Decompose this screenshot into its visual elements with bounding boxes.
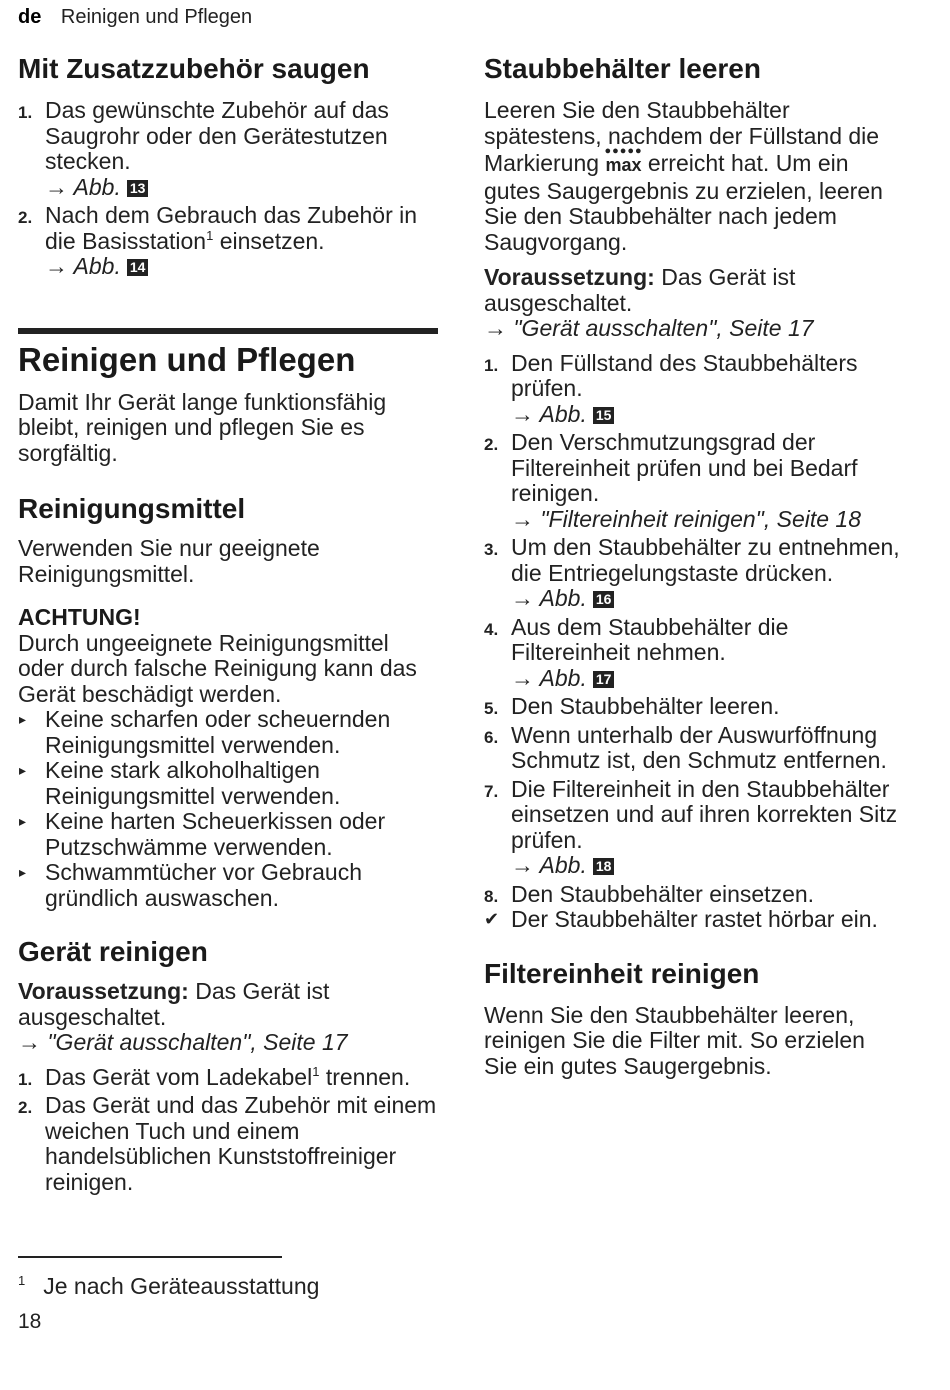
warning-title: ACHTUNG! — [18, 604, 141, 630]
footnote-marker: 1 — [312, 1063, 320, 1079]
figure-reference: → Abb. — [45, 173, 121, 200]
arrow-icon: → — [511, 505, 534, 532]
step-number: 8. — [484, 886, 499, 906]
step-number: 6. — [484, 727, 499, 747]
figure-number-badge: 16 — [593, 591, 615, 608]
arrow-icon: → — [45, 173, 68, 200]
step-number: 1. — [484, 355, 499, 375]
warning-text: Durch ungeeignete Reinigungsmittel oder durch falsche Reinigung kann das Gerät beschädigt werden. — [18, 629, 417, 707]
accessory-heading: Mit Zusatzzubehör saugen — [18, 53, 370, 84]
accessory-steps — [18, 98, 438, 280]
figure-reference: → Abb. — [511, 852, 587, 878]
list-item — [484, 430, 904, 532]
list-item — [484, 777, 904, 879]
step-text: Wenn unterhalb der Auswurföffnung Schmutz ist, den Schmutz entfernen. — [511, 721, 887, 773]
dust-prerequisite: Voraussetzung: Das Gerät ist ausgeschaltet. — [484, 264, 796, 316]
arrow-icon: → — [45, 253, 68, 279]
list-item — [484, 535, 904, 612]
max-marking-icon: ●●●●● max — [604, 145, 643, 175]
right-column — [484, 52, 904, 1079]
footnote-text: Je nach Geräteausstattung — [43, 1273, 320, 1299]
bullet-icon: ▸ — [19, 762, 27, 778]
page-reference: → "Gerät ausschalten", Seite 17 — [18, 1029, 348, 1055]
step-number: 5. — [484, 699, 499, 718]
step-number: 1. — [18, 103, 33, 122]
header-section-title: Reinigen und Pflegen — [60, 6, 253, 28]
result-text: Der Staubbehälter rastet hörbar ein. — [511, 906, 878, 932]
arrow-icon: → — [484, 315, 507, 341]
figure-number-badge: 15 — [593, 407, 615, 424]
page-reference: → "Filtereinheit reinigen", Seite 18 — [511, 505, 862, 532]
filter-heading: Filtereinheit reinigen — [484, 957, 760, 989]
warning-bullets — [18, 707, 438, 911]
footnote-divider — [18, 1256, 282, 1258]
step-text: Aus dem Staubbehälter die Filtereinheit nehmen. — [511, 613, 789, 665]
figure-number-badge: 18 — [593, 858, 615, 875]
figure-reference: → Abb. — [45, 253, 121, 279]
list-item — [18, 98, 438, 200]
bullet-icon: ▸ — [19, 864, 27, 880]
step-number: 2. — [484, 435, 499, 454]
dust-intro: Leeren Sie den Staubbehälter spätestens, nachdem der Füllstand die Markierung ●●●●● max erreicht hat. Um ein gutes Saugergebnis zu erzielen, leeren Sie den Staubbehälter nach jedem Saugvorgang. — [484, 97, 883, 255]
arrow-icon: → — [511, 400, 534, 427]
step-text: Das Gerät vom Ladekabel — [45, 1063, 313, 1090]
device-cleaning-heading: Gerät reinigen — [18, 936, 208, 967]
step-text: Den Verschmutzungsgrad der Filtereinheit prüfen und bei Bedarf reinigen. — [511, 429, 858, 506]
main-intro: Damit Ihr Gerät lange funktionsfähig bleibt, reinigen und pflegen Sie es sorgfältig. — [18, 388, 387, 466]
figure-reference: → Abb. — [511, 400, 587, 427]
agents-heading: Reinigungsmittel — [18, 493, 246, 524]
dust-steps — [484, 351, 904, 933]
footnote-marker: 1 — [206, 227, 214, 243]
list-item: 2. Nach dem Gebrauch das Zubehör in die Basisstation$^1$ einsetzen. → Abb. 14 — [18, 202, 418, 279]
list-item — [484, 882, 904, 908]
device-prerequisite: Voraussetzung: Das Gerät ist ausgeschaltet. — [18, 978, 330, 1030]
step-text: Das Gerät und das Zubehör mit einem weichen Tuch und einem handelsüblichen Kunststoffreiniger reinigen. — [45, 1092, 437, 1195]
page-header — [18, 5, 252, 29]
arrow-icon: → — [18, 1029, 41, 1055]
step-number: 7. — [484, 781, 499, 801]
step-number: 3. — [484, 540, 499, 559]
arrow-icon: → — [511, 585, 534, 611]
figure-number-badge: 13 — [127, 180, 149, 197]
list-item — [18, 1093, 438, 1195]
step-text: Nach dem Gebrauch das Zubehör in die Basisstation — [45, 202, 418, 254]
figure-reference: → Abb. — [511, 585, 587, 611]
step-number: 2. — [18, 208, 33, 227]
step-text: Die Filtereinheit in den Staubbehälter einsetzen und auf ihren korrekten Sitz prüfen. — [511, 775, 898, 853]
list-item: ▸ Keine harten Scheuerkissen oder Putzschwämme verwenden. — [19, 808, 386, 860]
step-number: 1. — [18, 1069, 33, 1089]
step-text: Um den Staubbehälter zu entnehmen, die Entriegelungstaste drücken. — [511, 534, 900, 586]
list-item: 1. Das Gerät vom Ladekabel$^1$ trennen. — [18, 1065, 438, 1091]
list-item — [484, 351, 904, 428]
figure-number-badge: 14 — [127, 259, 149, 276]
bullet-icon: ▸ — [19, 711, 27, 727]
step-text: Den Staubbehälter einsetzen. — [511, 880, 815, 907]
list-item — [484, 615, 904, 692]
step-text: Das gewünschte Zubehör auf das Saugrohr oder den Gerätestutzen stecken. — [45, 97, 389, 174]
page-reference: → "Gerät ausschalten", Seite 17 — [484, 315, 814, 341]
list-item — [484, 723, 904, 774]
list-item: ▸ Keine stark alkoholhaltigen Reinigungsmittel verwenden. — [19, 757, 341, 809]
page-number: 18 — [18, 1310, 42, 1333]
arrow-icon: → — [511, 664, 534, 691]
device-steps — [18, 1065, 438, 1196]
bullet-icon: ▸ — [19, 813, 27, 829]
result-item — [484, 907, 904, 933]
list-item — [484, 694, 904, 720]
dust-container-heading: Staubbehälter leeren — [484, 53, 761, 84]
step-number: 2. — [18, 1098, 33, 1117]
list-item: ▸ Keine scharfen oder scheuernden Reinigungsmittel verwenden. — [19, 706, 391, 758]
list-item: ▸ Schwammtücher vor Gebrauch gründlich auswaschen. — [19, 859, 363, 911]
check-icon: ✔ — [484, 909, 500, 929]
figure-number-badge: 17 — [593, 671, 615, 688]
section-divider — [18, 328, 438, 334]
left-column — [18, 52, 438, 1195]
step-text: Den Füllstand des Staubbehälters prüfen. — [511, 349, 858, 401]
arrow-icon: → — [511, 852, 534, 878]
main-section-title: Reinigen und Pflegen — [18, 340, 356, 378]
language-code: de — [18, 6, 42, 28]
step-number: 4. — [484, 619, 499, 639]
figure-reference: → Abb. — [511, 664, 587, 691]
agents-text: Verwenden Sie nur geeignete Reinigungsmittel. — [18, 535, 320, 587]
footnote — [18, 1268, 518, 1299]
step-text: Den Staubbehälter leeren. — [511, 693, 780, 719]
footnote-mark: 1 — [18, 1273, 26, 1288]
filter-text: Wenn Sie den Staubbehälter leeren, reinigen Sie die Filter mit. So erzielen Sie ein gutes Saugergebnis. — [484, 1001, 865, 1079]
